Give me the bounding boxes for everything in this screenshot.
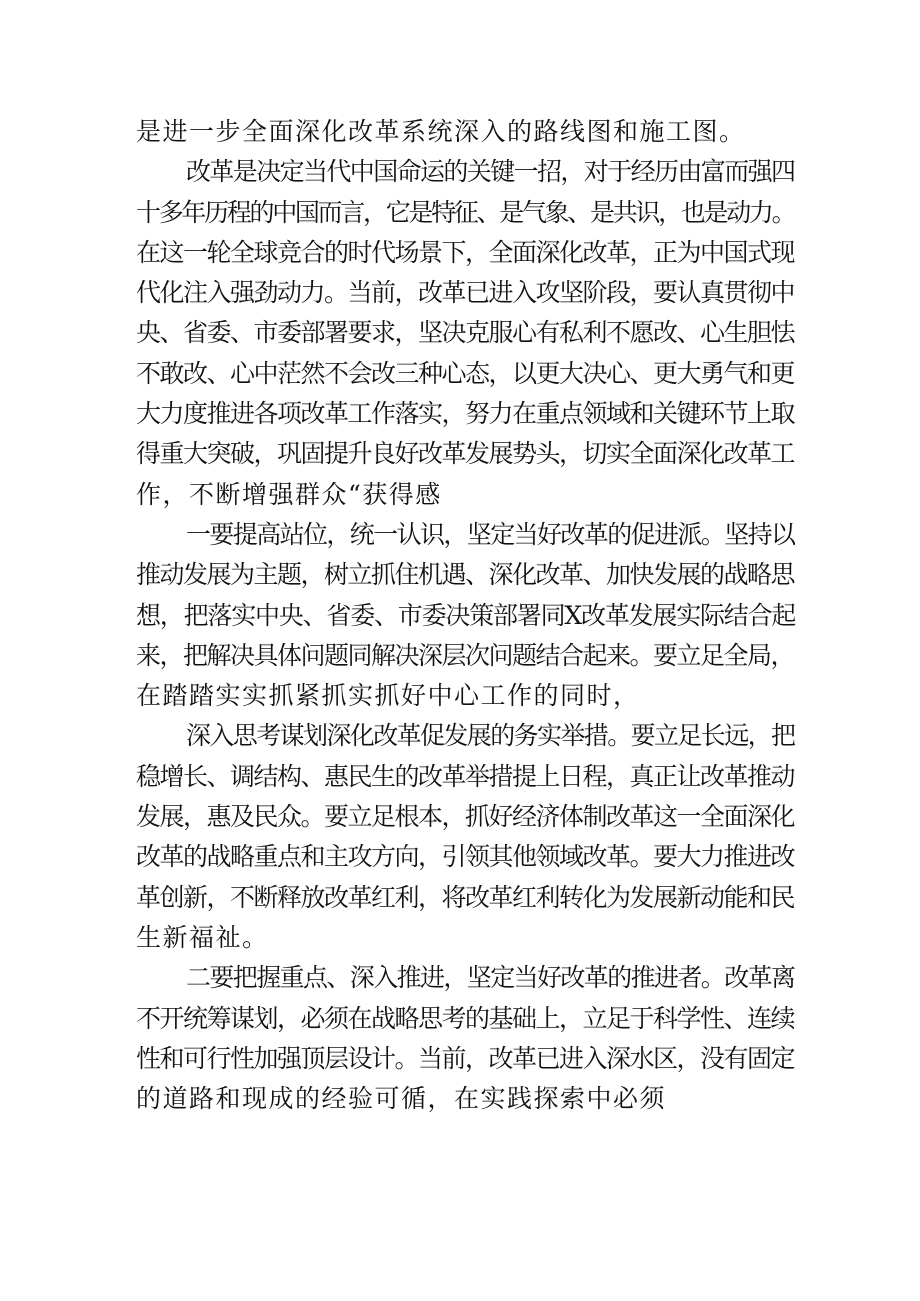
document-body <box>136 112 796 1119</box>
text-line: 推动发展为主题，树立抓住机遇、深化改革、加快发展的战略思 <box>136 560 795 590</box>
text-line: 改革的战略重点和主攻方向，引领其他领域改革。要大力推进改 <box>136 842 795 872</box>
text-line: 革创新，不断释放改革红利，将改革红利转化为发展新动能和民 <box>136 882 795 912</box>
text-line: 的道路和现成的经验可循，在实践探索中必须 <box>136 1084 667 1114</box>
text-line: 深入思考谋划深化改革促发展的务实举措。要立足长远，把 <box>186 721 795 751</box>
text-line: 大力度推进各项改革工作落实，努力在重点领域和关键环节上取 <box>136 399 795 429</box>
text-line: 央、省委、市委部署要求，坚决克服心有私利不愿改、心生胆怯 <box>136 318 795 348</box>
text-line: 得重大突破，巩固提升良好改革发展势头，切实全面深化改革工 <box>136 439 795 469</box>
text-line: 二要把握重点、深入推进，坚定当好改革的推进者。改革离 <box>186 963 795 993</box>
text-line: 代化注入强劲动力。当前，改革已进入攻坚阶段，要认真贯彻中 <box>136 278 795 308</box>
paragraph-deep-thinking <box>136 716 796 958</box>
text-line: 来，把解决具体问题同解决深层次问题结合起来。要立足全局， <box>136 640 795 670</box>
paragraph-intro <box>136 112 796 152</box>
text-line: 不敢改、心中茫然不会改三种心态，以更大决心、更大勇气和更 <box>136 358 795 388</box>
text-line: 作，不断增强群众“获得感 <box>136 479 442 509</box>
paragraph-point-two <box>136 958 796 1119</box>
text-line: 一要提高站位，统一认识，坚定当好改革的促进派。坚持以 <box>186 519 795 549</box>
text-line: 不开统筹谋划，必须在战略思考的基础上，立足于科学性、连续 <box>136 1003 795 1033</box>
text-line: 性和可行性加强顶层设计。当前，改革已进入深水区，没有固定 <box>136 1043 795 1073</box>
text-line: 稳增长、调结构、惠民生的改革举措提上日程，真正让改革推动 <box>136 761 795 791</box>
text-line: 生新福祉。 <box>136 922 269 952</box>
text-line: 想，把落实中央、省委、市委决策部署同X改革发展实际结合起 <box>136 600 796 630</box>
text-line: 改革是决定当代中国命运的关键一招，对于经历由富而强四 <box>186 157 795 187</box>
text-line: 十多年历程的中国而言，它是特征、是气象、是共识，也是动力。 <box>136 197 795 227</box>
text-line: 是进一步全面深化改革系统深入的路线图和施工图。 <box>136 117 746 146</box>
text-line: 在踏踏实实抓紧抓实抓好中心工作的同时， <box>136 681 640 711</box>
paragraph-reform-key <box>136 152 796 515</box>
text-line: 发展，惠及民众。要立足根本，抓好经济体制改革这一全面深化 <box>136 802 795 832</box>
paragraph-point-one <box>136 515 796 716</box>
text-line: 在这一轮全球竞合的时代场景下，全面深化改革，正为中国式现 <box>136 237 795 267</box>
